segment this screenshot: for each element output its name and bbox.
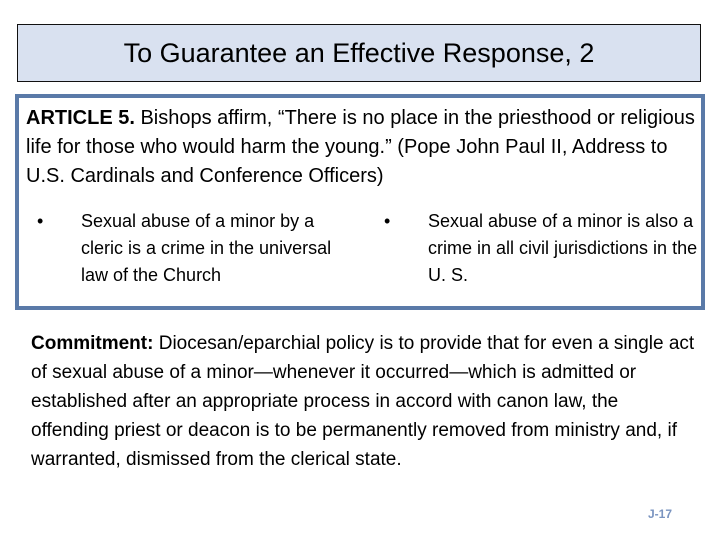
bullet-dot: •	[37, 211, 44, 231]
bullet-text: Sexual abuse of a minor is also a crime in all civil jurisdictions in the U. S.	[428, 211, 698, 285]
bullet-text: Sexual abuse of a minor by a cleric is a crime in the universal law of the Church	[81, 211, 332, 285]
page-number: J-17	[648, 507, 673, 521]
commitment-lead: Commitment:	[31, 333, 154, 354]
article-paragraph	[26, 104, 702, 191]
commitment-text: Diocesan/eparchial policy is to provide that for even a single act of sexual abuse of a minor—whenever it occurred—which is admitted or established after an appropriate process in accord with canon law, the offending priest or deacon is to be permanently removed from ministry and, if warranted, dismissed from the clerical state.	[31, 333, 695, 470]
article-lead: ARTICLE 5.	[26, 107, 135, 129]
article-text: Bishops affirm, “There is no place in the priesthood or religious life for those who would harm the young.” (Pope John Paul II, Address to U.S. Cardinals and Conference Officers)	[26, 107, 695, 187]
slide-title: To Guarantee an Effective Response, 2	[123, 37, 595, 68]
commitment-paragraph	[31, 329, 701, 474]
bullet-dot: •	[384, 211, 391, 231]
slide-title-box	[17, 24, 701, 82]
article-box	[15, 94, 705, 310]
